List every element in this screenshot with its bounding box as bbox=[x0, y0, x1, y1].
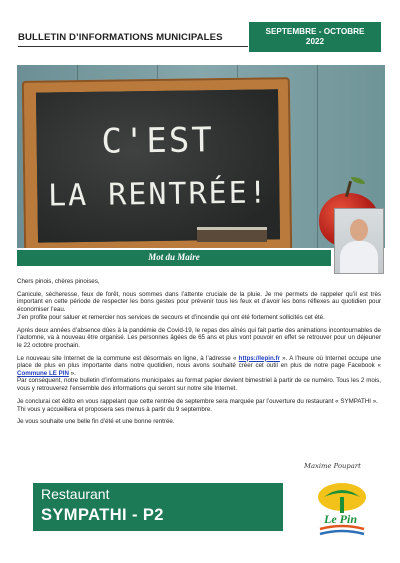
logo-wave-blue bbox=[320, 531, 364, 534]
logo-text: Le Pin bbox=[324, 512, 357, 526]
website-link[interactable]: https://lepin.fr bbox=[238, 354, 280, 362]
paragraph: Je conclurai cet édito en vous rappelant que cette rentrée de septembre sera marquée par l’ouverture du restaurant « SYMPATHI ». bbox=[17, 397, 378, 405]
apple-leaf bbox=[351, 177, 365, 184]
restaurant-name: SYMPATHI - P2 bbox=[41, 506, 164, 524]
paragraph: J’en profite pour saluer et remercier nos services de secours et d’incendie qui ont été fortement sollicités cet été. bbox=[17, 313, 325, 321]
wood-plank-line bbox=[317, 65, 318, 248]
salutation: Chers pinois, chères pinoises, bbox=[17, 278, 100, 285]
facebook-page-link[interactable]: Commune LE PIN bbox=[17, 369, 69, 377]
mayor-letter bbox=[17, 278, 381, 431]
bulletin-title: BULLETIN D’INFORMATIONS MUNICIPALES bbox=[18, 32, 223, 43]
paragraph: Après deux années d’absence dûes à la pandémie de Covid-19, le repas des aînés qui fait partie des animations incontournables de l’automne, va à nouveau être organisé. Les personnes âgées de 65 ans et plus vont pouvoir en effet se retrouver pour un déjeuner le 22 octobre prochain. bbox=[17, 326, 381, 349]
mot-du-maire-banner bbox=[17, 250, 331, 266]
portrait-shirt bbox=[340, 241, 378, 274]
paragraph: Par conséquent, notre bulletin d’informations municipales au format papier devient bimestriel à partir de ce numéro. Tous les 2 mois, vous y retrouverez l’ensemble des informations qui seront sur notre site Internet. bbox=[17, 377, 381, 393]
paragraph: Je vous souhaite une belle fin d’été et une bonne rentrée. bbox=[17, 418, 175, 426]
portrait-head bbox=[350, 219, 368, 241]
le-pin-logo-icon bbox=[316, 479, 368, 541]
chalk-text-line2: LA RENTRÉE! bbox=[47, 175, 269, 214]
mayor-signature: Maxime Poupart bbox=[304, 462, 361, 470]
hero-image bbox=[17, 65, 385, 248]
paragraph: Le nouveau site Internet de la commune est désormais en ligne, à l’adresse « https://lepin.fr ». A l’heure où Internet occupe une place de plus en plus importante dans notre quotidien, nous avons souhaité créer cet outil en plus de notre page Facebook « Commune LE PIN ». bbox=[17, 354, 381, 377]
chalk-text-line1: C'EST bbox=[101, 120, 215, 162]
issue-year: 2022 bbox=[305, 37, 325, 46]
eraser-icon bbox=[197, 227, 267, 242]
chalkboard-frame bbox=[22, 77, 292, 248]
title-underline bbox=[18, 46, 248, 47]
paragraph: Thi vous y accueillera et proposera ses menus à partir du 9 septembre. bbox=[17, 405, 213, 413]
logo-trunk bbox=[340, 497, 344, 513]
restaurant-label: Restaurant bbox=[41, 486, 110, 502]
issue-date-box bbox=[249, 22, 381, 52]
chalkboard bbox=[36, 89, 280, 242]
mayor-portrait bbox=[334, 208, 384, 274]
paragraph: Canicule, sécheresse, feux de forêt, nous sommes dans l’attente cruciale de la pluie. Je me permets de rappeler qu’il est très important en cette période de respecter les bons gestes pour prévenir tous les feux et d’avoir les bons réflexes au quotidien pour économiser l’eau. bbox=[17, 290, 381, 314]
mot-du-maire-label: Mot du Maire bbox=[148, 252, 200, 262]
restaurant-banner bbox=[33, 483, 283, 531]
issue-months: SEPTEMBRE - OCTOBRE bbox=[265, 27, 365, 36]
logo-wave-orange bbox=[320, 526, 364, 529]
